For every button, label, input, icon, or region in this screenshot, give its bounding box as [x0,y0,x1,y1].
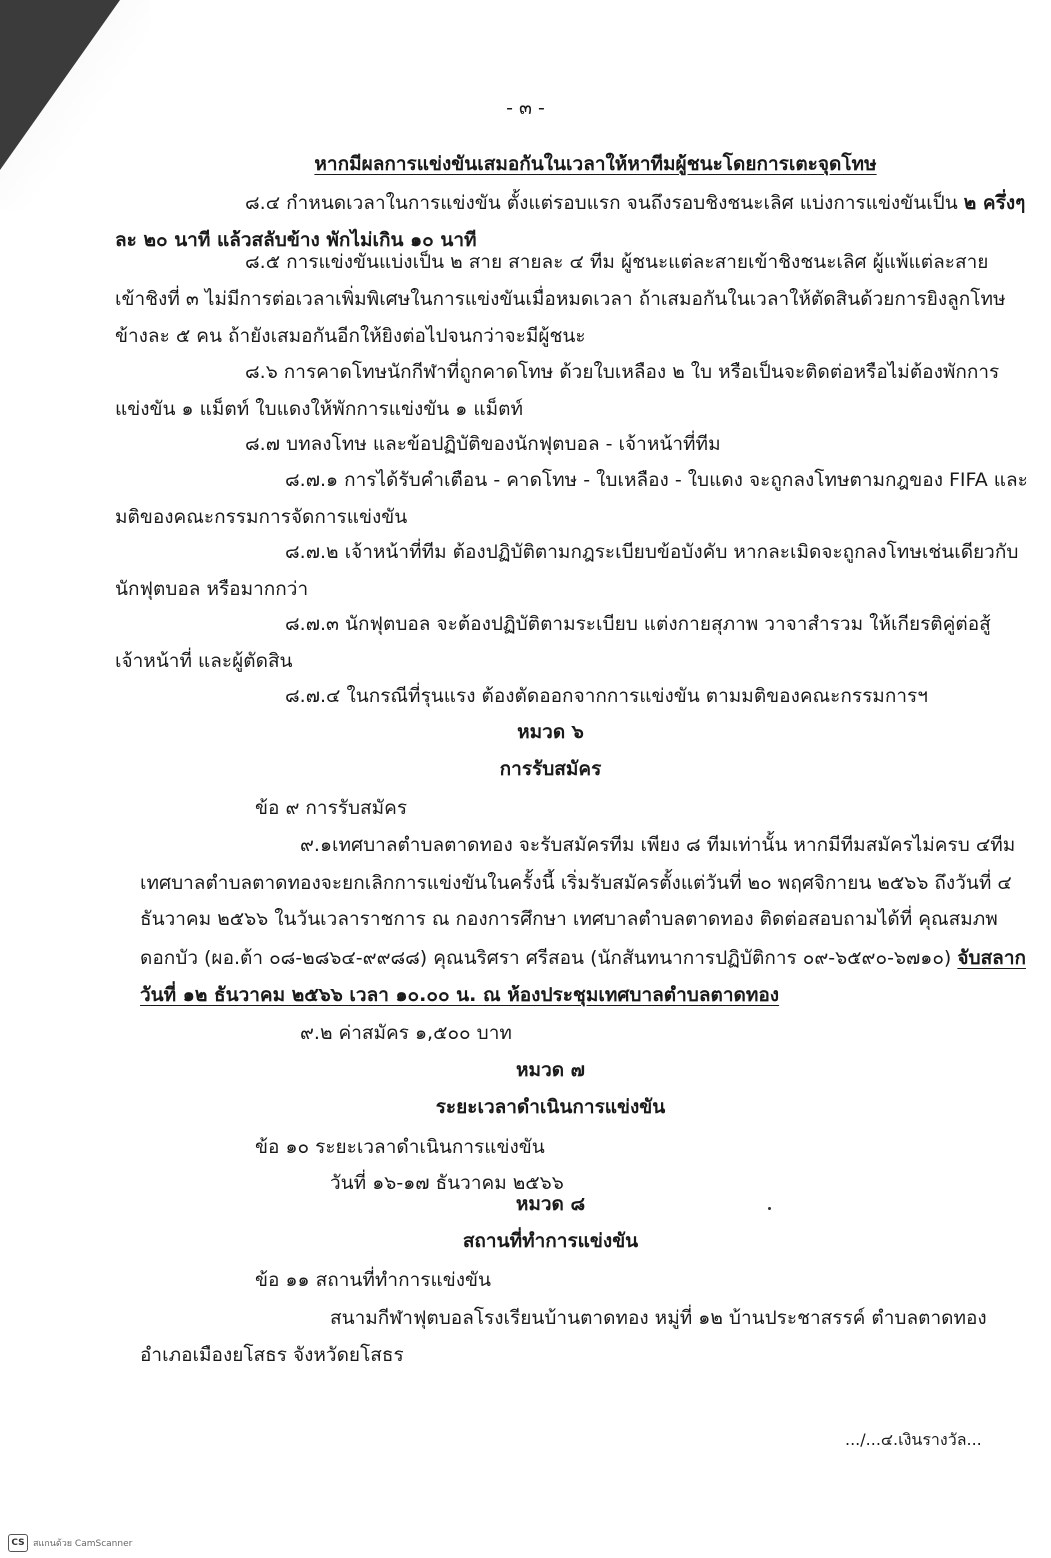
continuation-note: .../...๔.เงินรางวัล... [845,1430,982,1449]
stray-mark [768,1207,771,1210]
clause-8-7-1-line2: มติของคณะกรรมการจัดการแข่งขัน [115,506,408,528]
item-10: ข้อ ๑๐ ระยะเวลาดำเนินการแข่งขัน [255,1136,545,1158]
page-fold-corner [0,0,120,170]
clause-8-7-2-line2: นักฟุตบอล หรือมากกว่า [115,578,309,600]
item-11: ข้อ ๑๑ สถานที่ทำการแข่งขัน [255,1269,491,1291]
clause-8-7-1-line1: ๘.๗.๑ การได้รับคำเตือน - คาดโทษ - ใบเหลือง - ใบแดง จะถูกลงโทษตามกฎของ FIFA และ [285,469,1028,491]
section-7-title: หมวด ๗ [516,1059,585,1081]
item-11-venue-line1: สนามกีฬาฟุตบอลโรงเรียนบ้านตาดทอง หมู่ที่ ๑๒ บ้านประชาสรรค์ ตำบลตาดทอง [330,1307,987,1329]
scanner-watermark [8,1534,132,1552]
camscanner-logo-icon: CS [8,1534,28,1552]
clause-8-4-line1: ๘.๔ กำหนดเวลาในการแข่งขัน ตั้งแต่รอบแรก จนถึงรอบชิงชนะเลิศ แบ่งการแข่งขันเป็น ๒ ครึ่งๆ [245,192,1026,214]
section-6-title: หมวด ๖ [517,721,584,743]
clause-8-5-line3: ข้างละ ๕ คน ถ้ายังเสมอกันอีกให้ยิงต่อไปจนกว่าจะมีผู้ชนะ [115,325,586,347]
section-7-subtitle: ระยะเวลาดำเนินการแข่งขัน [435,1096,666,1118]
section-8-subtitle: สถานที่ทำการแข่งขัน [462,1230,639,1252]
clause-9-2: ๙.๒ ค่าสมัคร ๑,๕๐๐ บาท [300,1022,512,1044]
clause-9-1-line1: ๙.๑เทศบาลตำบลตาดทอง จะรับสมัครทีม เพียง ๘ ทีมเท่านั้น หากมีทีมสมัครไม่ครบ ๔ทีม [300,834,1016,856]
scanner-label: สแกนด้วย CamScanner [33,1539,133,1549]
clause-8-7-2-line1: ๘.๗.๒ เจ้าหน้าที่ทีม ต้องปฏิบัติตามกฎระเบียบข้อบังคับ หากละเมิดจะถูกลงโทษเช่นเดียวกับ [285,541,1019,563]
section-8-title: หมวด ๘ [515,1193,586,1215]
item-9: ข้อ ๙ การรับสมัคร [255,797,408,819]
clause-8-6-line1: ๘.๖ การคาดโทษนักกีฬาที่ถูกคาดโทษ ด้วยใบเหลือง ๒ ใบ หรือเป็นจะติดต่อหรือไม่ต้องพักการ [245,361,1000,383]
clause-9-1-line3: ธันวาคม ๒๕๖๖ ในวันเวลาราชการ ณ กองการศึกษา เทศบาลตำบลตาดทอง ติดต่อสอบถามได้ที่ คุณสมภพ [140,908,998,930]
item-11-venue-line2: อำเภอเมืองยโสธร จังหวัดยโสธร [140,1344,404,1366]
clause-9-1-line5: วันที่ ๑๒ ธันวาคม ๒๕๖๖ เวลา ๑๐.๐๐ น. ณ ห้องประชุมเทศบาลตำบลตาดทอง [140,984,780,1006]
clause-8-6-line2: แข่งขัน ๑ แม็ตท์ ใบแดงให้พักการแข่งขัน ๑ แม็ตท์ [115,398,523,420]
clause-8-4-line2: ละ ๒๐ นาที แล้วสลับข้าง พักไม่เกิน ๑๐ นาที [115,229,477,251]
page-number: - ๓ - [506,97,545,119]
heading-penalty: หากมีผลการแข่งขันเสมอกันในเวลาให้หาทีมผู้ชนะโดยการเตะจุดโทษ [314,153,877,175]
clause-8-7-3-line1: ๘.๗.๓ นักฟุตบอล จะต้องปฏิบัติตามระเบียบ แต่งกายสุภาพ วาจาสำรวม ให้เกียรติคู่ต่อสู้ [285,613,991,635]
section-6-subtitle: การรับสมัคร [499,758,602,780]
clause-8-7-4: ๘.๗.๔ ในกรณีที่รุนแรง ต้องตัดออกจากการแข่งขัน ตามมติของคณะกรรมการฯ [285,685,928,707]
clause-9-1-line2: เทศบาลตำบลตาดทองจะยกเลิกการแข่งขันในครั้งนี้ เริ่มรับสมัครตั้งแต่วันที่ ๒๐ พฤศจิกายน ๒๕๖๖ ถึงวันที่ ๔ [140,872,1012,894]
item-10-date: วันที่ ๑๖-๑๗ ธันวาคม ๒๕๖๖ [330,1172,564,1194]
clause-8-5-line2: เข้าชิงที่ ๓ ไม่มีการต่อเวลาเพิ่มพิเศษในการแข่งขันเมื่อหมดเวลา ถ้าเสมอกันในเวลาให้ตัดสินด้วยการยิงลูกโทษ [115,288,1006,310]
clause-9-1-line4: ดอกบัว (ผอ.ต้า ๐๘-๒๘๖๔-๙๙๘๘) คุณนริศรา ศรีสอน (นักสันทนาการปฏิบัติการ ๐๙-๖๕๙๐-๖๗๑๐) จับสลาก [140,947,1026,969]
clause-8-7: ๘.๗ บทลงโทษ และข้อปฏิบัติของนักฟุตบอล - เจ้าหน้าที่ทีม [245,433,721,455]
clause-8-7-3-line2: เจ้าหน้าที่ และผู้ตัดสิน [115,650,293,672]
clause-8-5-line1: ๘.๕ การแข่งขันแบ่งเป็น ๒ สาย สายละ ๔ ทีม ผู้ชนะแต่ละสายเข้าชิงชนะเลิศ ผู้แพ้แต่ละสาย [245,251,989,273]
